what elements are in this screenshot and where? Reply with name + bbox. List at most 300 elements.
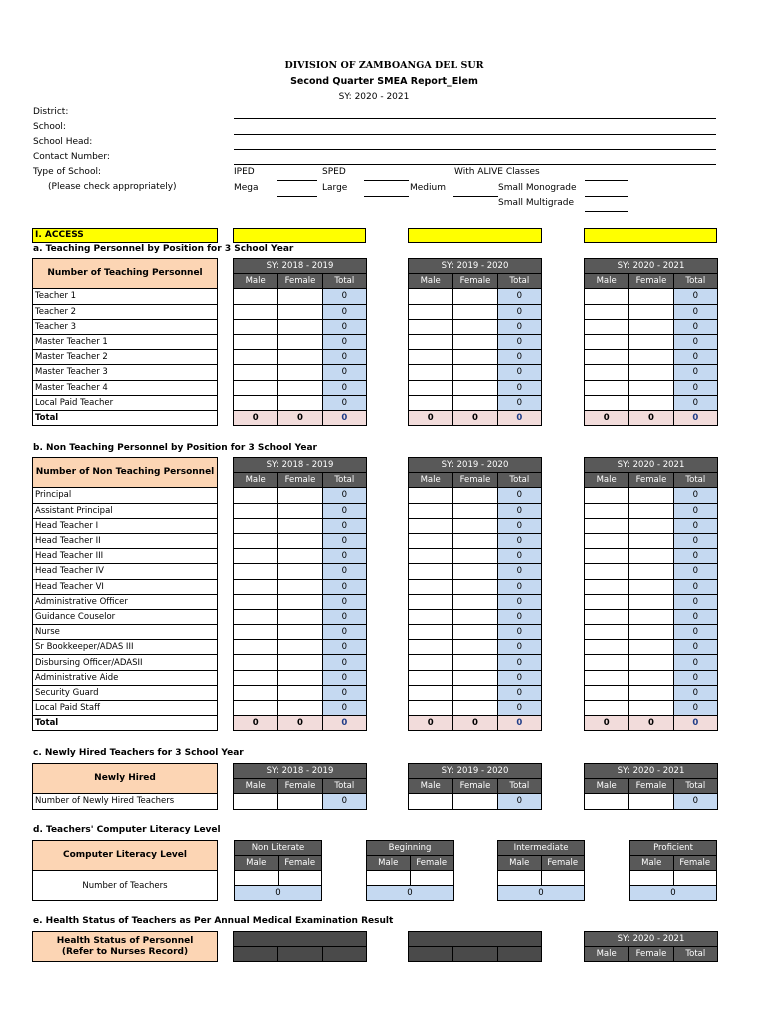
male-cell[interactable] — [585, 395, 629, 410]
male-cell[interactable] — [234, 549, 278, 564]
iped-label: IPED — [234, 167, 255, 177]
male-cell[interactable] — [409, 685, 453, 700]
female-cell[interactable] — [629, 685, 673, 700]
female-cell[interactable] — [278, 594, 322, 609]
medium-label: Medium — [410, 183, 446, 193]
medium-check[interactable] — [453, 196, 498, 197]
female-cell[interactable] — [629, 350, 673, 365]
female-cell[interactable] — [278, 794, 322, 809]
table-row — [234, 503, 367, 518]
table-row — [409, 395, 542, 410]
col-female: Female — [541, 856, 585, 871]
male-cell[interactable] — [409, 319, 453, 334]
row-label: Disbursing Officer/ADASII — [33, 655, 218, 670]
male-cell[interactable] — [234, 625, 278, 640]
female-cell[interactable] — [278, 518, 322, 533]
female-cell[interactable] — [278, 564, 322, 579]
female-cell[interactable] — [453, 533, 497, 548]
table-row — [234, 670, 367, 685]
type-label: Type of School: — [33, 167, 101, 177]
male-cell[interactable] — [409, 701, 453, 716]
table-row — [234, 488, 367, 503]
male-cell[interactable] — [367, 871, 411, 886]
row-label: Master Teacher 3 — [33, 365, 218, 380]
female-cell[interactable] — [278, 319, 322, 334]
table-row — [234, 365, 367, 380]
male-cell[interactable] — [409, 579, 453, 594]
contact-label: Contact Number: — [33, 152, 110, 162]
male-cell[interactable] — [234, 350, 278, 365]
female-cell[interactable] — [278, 289, 322, 304]
female-cell[interactable] — [278, 380, 322, 395]
female-cell[interactable] — [673, 871, 717, 886]
female-cell[interactable] — [453, 380, 497, 395]
male-cell[interactable] — [585, 319, 629, 334]
col-female: Female — [453, 274, 497, 289]
female-cell[interactable] — [278, 549, 322, 564]
female-cell[interactable] — [629, 488, 673, 503]
female-cell[interactable] — [629, 655, 673, 670]
female-cell[interactable] — [278, 685, 322, 700]
year-header: SY: 2019 - 2020 — [409, 764, 542, 779]
female-cell[interactable] — [453, 395, 497, 410]
female-cell[interactable] — [629, 334, 673, 349]
table-row — [409, 350, 542, 365]
female-cell[interactable] — [629, 609, 673, 624]
col-female: Female — [278, 856, 322, 871]
male-cell[interactable] — [234, 380, 278, 395]
female-cell[interactable] — [629, 304, 673, 319]
female-cell[interactable] — [453, 579, 497, 594]
female-cell[interactable] — [278, 395, 322, 410]
female-cell[interactable] — [278, 701, 322, 716]
col-female: Female — [453, 473, 497, 488]
year-row — [409, 764, 542, 779]
row-label: Administrative Aide — [33, 670, 218, 685]
col-total: Total — [497, 274, 541, 289]
male-cell[interactable] — [585, 503, 629, 518]
male-cell[interactable] — [409, 640, 453, 655]
female-cell[interactable] — [278, 579, 322, 594]
male-cell[interactable] — [585, 334, 629, 349]
female-cell[interactable] — [629, 380, 673, 395]
male-cell[interactable] — [585, 685, 629, 700]
year-row — [585, 259, 718, 274]
male-cell[interactable] — [409, 395, 453, 410]
male-cell[interactable] — [409, 304, 453, 319]
total-cell: 0 — [322, 594, 366, 609]
male-cell[interactable] — [234, 395, 278, 410]
contact-line[interactable] — [234, 164, 716, 165]
female-cell[interactable] — [278, 304, 322, 319]
col-header-row — [234, 947, 367, 962]
male-total: 0 — [409, 410, 453, 425]
female-cell[interactable] — [629, 564, 673, 579]
male-total: 0 — [409, 716, 453, 731]
access-bar-3 — [584, 228, 717, 243]
grand-total: 0 — [322, 410, 366, 425]
male-cell[interactable] — [585, 564, 629, 579]
health-header-line2: (Refer to Nurses Record) — [61, 946, 189, 957]
female-cell[interactable] — [629, 503, 673, 518]
table-row — [33, 670, 218, 685]
section_c-year-table — [584, 763, 718, 810]
row-label: Sr Bookkeeper/ADAS III — [33, 640, 218, 655]
col-header-row — [367, 856, 454, 871]
table-row — [585, 304, 718, 319]
table-row — [409, 625, 542, 640]
total-cell: 0 — [322, 685, 366, 700]
total-row — [33, 410, 218, 425]
female-cell[interactable] — [629, 701, 673, 716]
large-label: Large — [322, 183, 348, 193]
table-row — [234, 334, 367, 349]
total-cell: 0 — [497, 670, 541, 685]
male-cell[interactable] — [409, 503, 453, 518]
level-header: Beginning — [367, 841, 454, 856]
male-cell[interactable] — [585, 304, 629, 319]
total-cell: 0 — [322, 319, 366, 334]
female-cell[interactable] — [453, 685, 497, 700]
female-cell[interactable] — [453, 488, 497, 503]
female-cell[interactable] — [629, 625, 673, 640]
alive-label: With ALIVE Classes — [454, 167, 540, 177]
male-cell[interactable] — [585, 640, 629, 655]
male-cell[interactable] — [409, 334, 453, 349]
female-cell[interactable] — [278, 533, 322, 548]
male-cell[interactable] — [585, 701, 629, 716]
year-row — [234, 259, 367, 274]
female-cell[interactable] — [453, 594, 497, 609]
male-cell[interactable] — [234, 564, 278, 579]
literacy-level-table — [366, 840, 454, 901]
section_a-year-table — [233, 258, 367, 426]
female-cell[interactable] — [453, 609, 497, 624]
sped-check[interactable] — [364, 180, 409, 181]
female-cell[interactable] — [278, 871, 322, 886]
male-cell[interactable] — [409, 625, 453, 640]
female-cell[interactable] — [629, 594, 673, 609]
col-header-row — [234, 779, 367, 794]
header-row — [33, 841, 218, 871]
col-male: Male — [498, 856, 542, 871]
male-cell[interactable] — [585, 655, 629, 670]
female-cell[interactable] — [629, 365, 673, 380]
female-cell[interactable] — [453, 319, 497, 334]
table-row — [234, 701, 367, 716]
table-row — [33, 701, 218, 716]
table-row — [585, 533, 718, 548]
table-row — [409, 365, 542, 380]
male-cell[interactable] — [409, 380, 453, 395]
table-row — [585, 518, 718, 533]
male-cell[interactable] — [585, 533, 629, 548]
table-row — [585, 334, 718, 349]
male-cell[interactable] — [409, 549, 453, 564]
female-cell[interactable] — [629, 794, 673, 809]
year-row — [409, 458, 542, 473]
female-cell[interactable] — [541, 871, 585, 886]
table-row — [33, 609, 218, 624]
female-cell[interactable] — [453, 655, 497, 670]
col-header-row — [585, 274, 718, 289]
table-row — [234, 350, 367, 365]
female-cell[interactable] — [278, 350, 322, 365]
table-row — [409, 564, 542, 579]
female-cell[interactable] — [453, 304, 497, 319]
male-cell[interactable] — [234, 579, 278, 594]
female-cell[interactable] — [453, 503, 497, 518]
male-cell[interactable] — [234, 701, 278, 716]
male-cell[interactable] — [409, 564, 453, 579]
male-cell[interactable] — [409, 594, 453, 609]
female-cell[interactable] — [278, 334, 322, 349]
table-row — [630, 871, 717, 886]
col-cell — [234, 947, 278, 962]
total-cell: 0 — [673, 670, 717, 685]
female-cell[interactable] — [278, 609, 322, 624]
table-row — [409, 594, 542, 609]
row-label: Number of Newly Hired Teachers — [33, 794, 218, 809]
female-cell[interactable] — [278, 503, 322, 518]
section_c-header: Newly Hired — [33, 764, 218, 794]
female-cell[interactable] — [629, 395, 673, 410]
table-row — [585, 685, 718, 700]
female-total: 0 — [629, 716, 673, 731]
male-cell[interactable] — [234, 518, 278, 533]
male-cell[interactable] — [585, 518, 629, 533]
male-cell[interactable] — [585, 488, 629, 503]
male-cell[interactable] — [234, 670, 278, 685]
row-label: Teacher 1 — [33, 289, 218, 304]
monograde-check[interactable] — [585, 196, 628, 197]
table-row — [585, 625, 718, 640]
female-cell[interactable] — [410, 871, 454, 886]
male-cell[interactable] — [409, 518, 453, 533]
male-cell[interactable] — [585, 609, 629, 624]
female-cell[interactable] — [453, 518, 497, 533]
female-cell[interactable] — [278, 365, 322, 380]
grand-total: 0 — [673, 716, 717, 731]
literacy-label-table — [32, 840, 218, 901]
male-cell[interactable] — [585, 794, 629, 809]
male-cell[interactable] — [235, 871, 279, 886]
level-header: Proficient — [630, 841, 717, 856]
total-row — [585, 716, 718, 731]
male-cell[interactable] — [234, 304, 278, 319]
male-cell[interactable] — [234, 533, 278, 548]
male-cell[interactable] — [409, 655, 453, 670]
col-header-row — [585, 947, 718, 962]
district-line[interactable] — [234, 118, 716, 119]
col-total: Total — [322, 473, 366, 488]
year-row — [585, 458, 718, 473]
col-male: Male — [367, 856, 411, 871]
male-cell[interactable] — [409, 533, 453, 548]
total-cell: 0 — [322, 670, 366, 685]
mega-check[interactable] — [277, 196, 317, 197]
male-cell[interactable] — [409, 289, 453, 304]
total-cell: 0 — [322, 289, 366, 304]
year-row — [585, 932, 718, 947]
year-header: SY: 2020 - 2021 — [585, 259, 718, 274]
female-total: 0 — [629, 410, 673, 425]
row-label: Teacher 2 — [33, 304, 218, 319]
row-label: Guidance Couselor — [33, 609, 218, 624]
section-e-title: e. Health Status of Teachers as Per Annual Medical Examination Result — [33, 916, 394, 926]
male-cell[interactable] — [498, 871, 542, 886]
male-cell[interactable] — [234, 289, 278, 304]
multigrade-check[interactable] — [585, 211, 628, 212]
total-cell: 0 — [497, 365, 541, 380]
level-row — [498, 841, 585, 856]
total-cell: 0 — [322, 503, 366, 518]
male-cell[interactable] — [585, 365, 629, 380]
total-cell: 0 — [497, 625, 541, 640]
literacy-header: Computer Literacy Level — [33, 841, 218, 871]
col-header-row — [235, 856, 322, 871]
year-header: SY: 2019 - 2020 — [409, 458, 542, 473]
female-cell[interactable] — [453, 794, 497, 809]
female-total: 0 — [453, 716, 497, 731]
table-row — [234, 655, 367, 670]
total-cell: 0 — [673, 685, 717, 700]
grand-total: 0 — [322, 716, 366, 731]
total-label: Total — [33, 410, 218, 425]
female-cell[interactable] — [629, 579, 673, 594]
total-cell: 0 — [673, 579, 717, 594]
male-cell[interactable] — [234, 655, 278, 670]
table-row — [234, 304, 367, 319]
male-cell[interactable] — [585, 625, 629, 640]
table-row — [585, 701, 718, 716]
male-total: 0 — [234, 716, 278, 731]
col-header-row — [498, 856, 585, 871]
health-year-table — [408, 931, 542, 962]
section_a-year-table — [584, 258, 718, 426]
male-cell[interactable] — [585, 350, 629, 365]
female-cell[interactable] — [629, 549, 673, 564]
table-row — [585, 289, 718, 304]
year-row — [409, 259, 542, 274]
total-cell: 0 — [322, 701, 366, 716]
col-cell — [322, 947, 366, 962]
total-cell: 0 — [673, 503, 717, 518]
male-total: 0 — [234, 410, 278, 425]
table-row — [33, 579, 218, 594]
female-cell[interactable] — [278, 488, 322, 503]
male-cell[interactable] — [585, 289, 629, 304]
male-cell[interactable] — [409, 794, 453, 809]
male-cell[interactable] — [234, 609, 278, 624]
male-cell[interactable] — [234, 365, 278, 380]
section_b-year-table — [408, 457, 542, 731]
table-row — [33, 794, 218, 809]
female-cell[interactable] — [453, 350, 497, 365]
level-total: 0 — [367, 886, 454, 901]
male-cell[interactable] — [234, 503, 278, 518]
male-cell[interactable] — [630, 871, 674, 886]
row-label: Security Guard — [33, 685, 218, 700]
female-cell[interactable] — [453, 625, 497, 640]
male-cell[interactable] — [409, 609, 453, 624]
female-cell[interactable] — [278, 670, 322, 685]
table-row — [409, 289, 542, 304]
female-cell[interactable] — [629, 640, 673, 655]
female-cell[interactable] — [629, 518, 673, 533]
female-cell[interactable] — [453, 670, 497, 685]
table-row — [409, 794, 542, 809]
school-head-line[interactable] — [234, 149, 716, 150]
male-cell[interactable] — [234, 640, 278, 655]
total-cell: 0 — [322, 794, 366, 809]
total-row — [235, 886, 322, 901]
male-cell[interactable] — [409, 365, 453, 380]
section_c-year-table — [408, 763, 542, 810]
col-male: Male — [585, 779, 629, 794]
male-cell[interactable] — [585, 579, 629, 594]
male-cell[interactable] — [234, 594, 278, 609]
male-cell[interactable] — [585, 549, 629, 564]
female-cell[interactable] — [453, 365, 497, 380]
male-cell[interactable] — [234, 685, 278, 700]
female-cell[interactable] — [629, 289, 673, 304]
male-cell[interactable] — [585, 594, 629, 609]
table-row — [409, 670, 542, 685]
year-header: SY: 2020 - 2021 — [585, 932, 718, 947]
table-row — [409, 640, 542, 655]
row-label: Master Teacher 4 — [33, 380, 218, 395]
male-cell[interactable] — [234, 319, 278, 334]
female-cell[interactable] — [453, 549, 497, 564]
large-check[interactable] — [364, 196, 409, 197]
col-female: Female — [278, 779, 322, 794]
total-cell: 0 — [673, 549, 717, 564]
female-cell[interactable] — [278, 640, 322, 655]
male-cell[interactable] — [234, 794, 278, 809]
female-cell[interactable] — [453, 334, 497, 349]
section_a-year-table — [408, 258, 542, 426]
male-cell[interactable] — [409, 488, 453, 503]
male-cell[interactable] — [585, 670, 629, 685]
male-cell[interactable] — [409, 350, 453, 365]
female-cell[interactable] — [453, 564, 497, 579]
male-cell[interactable] — [409, 670, 453, 685]
school-line[interactable] — [234, 134, 716, 135]
female-cell[interactable] — [629, 319, 673, 334]
female-cell[interactable] — [278, 625, 322, 640]
iped-check[interactable] — [277, 180, 317, 181]
table-row — [234, 289, 367, 304]
female-cell[interactable] — [629, 670, 673, 685]
table-row — [33, 533, 218, 548]
female-cell[interactable] — [453, 701, 497, 716]
table-row — [33, 594, 218, 609]
alive-check[interactable] — [585, 180, 628, 181]
total-cell: 0 — [673, 395, 717, 410]
col-header-row — [585, 473, 718, 488]
female-cell[interactable] — [278, 655, 322, 670]
female-cell[interactable] — [453, 289, 497, 304]
female-cell[interactable] — [629, 533, 673, 548]
teachers-row-label: Number of Teachers — [33, 871, 218, 901]
male-cell[interactable] — [234, 488, 278, 503]
male-cell[interactable] — [234, 334, 278, 349]
total-cell: 0 — [497, 488, 541, 503]
female-cell[interactable] — [453, 640, 497, 655]
table-row — [33, 289, 218, 304]
male-cell[interactable] — [585, 380, 629, 395]
